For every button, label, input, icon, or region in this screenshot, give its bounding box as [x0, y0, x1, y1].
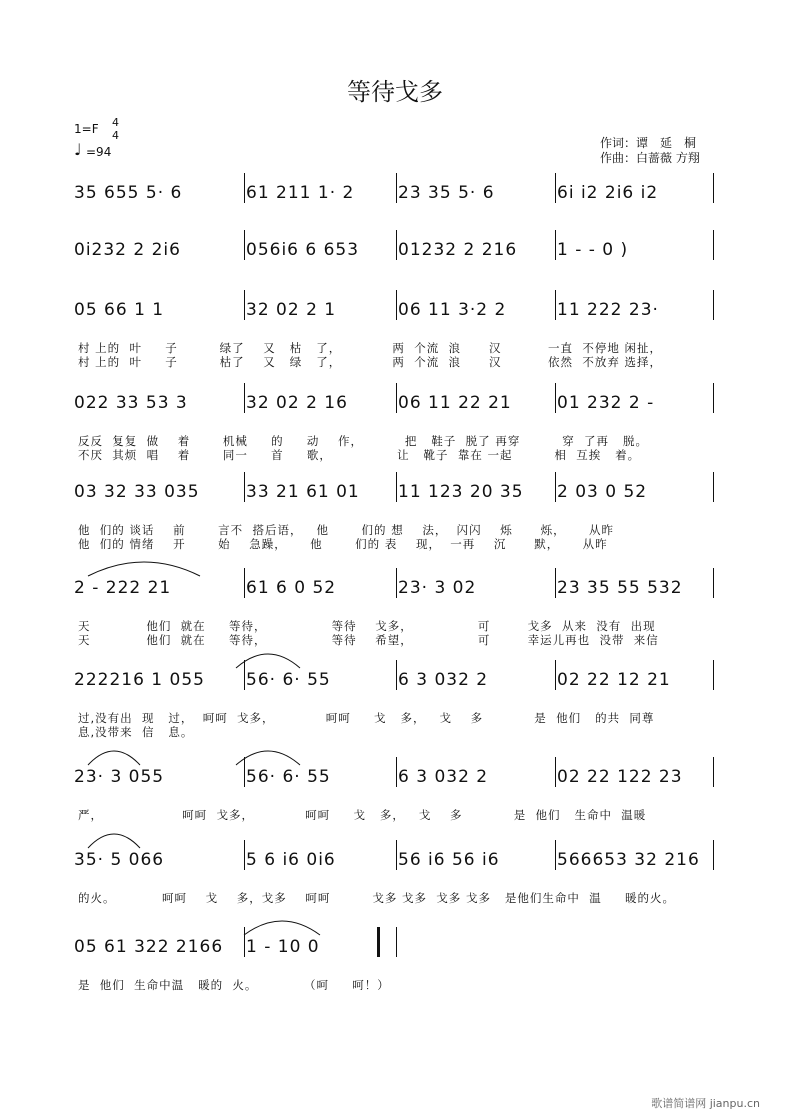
bar-line	[555, 173, 556, 203]
lyric-line: 是 他们 生命中温 暖的 火。 （呵 呵！）	[78, 978, 390, 992]
note-row	[0, 578, 790, 608]
measure: 61 6 0 52	[246, 578, 337, 598]
lyric-line: 过,没有出 现 过， 呵呵 戈多， 呵呵 戈 多， 戈 多 是 他们 的共 同尊	[78, 711, 655, 725]
note-row	[0, 393, 790, 423]
bar-line	[396, 173, 397, 203]
slur-arc	[244, 921, 320, 935]
lyric-line: 他 们的 谈话 前 言不 搭后语， 他 们的 想 法， 闪闪 烁 烁， 从昨	[78, 523, 614, 537]
composer: 作曲：白蔷薇 方翔	[600, 151, 700, 165]
note-row	[0, 183, 790, 213]
measure: 32 02 2 16	[246, 393, 348, 413]
measure: 022 33 53 3	[74, 393, 188, 413]
note-row	[0, 300, 790, 330]
measure: 06 11 3·2 2	[398, 300, 507, 320]
measure: 23 35 5· 6	[398, 183, 495, 203]
bar-line	[713, 383, 714, 413]
key-signature: 1=F	[74, 122, 99, 136]
slur-arc	[236, 751, 300, 765]
lyric-line: 不厌 其烦 唱 着 同一 首 歌， 让 靴子 靠在 一起 相 互挨 着。	[78, 448, 641, 462]
measure: 0i232 2 2i6	[74, 240, 181, 260]
measure: 6 3 032 2	[398, 767, 489, 787]
bar-line	[244, 230, 245, 260]
bar-line	[555, 230, 556, 260]
slur-arc	[88, 562, 200, 576]
measure: 2 - 222 21	[74, 578, 172, 598]
credits	[600, 136, 700, 166]
note-row	[0, 482, 790, 512]
watermark: 歌谱简谱网 jianpu.cn	[651, 1097, 760, 1110]
lyric-line: 反反 复复 做 着 机械 的 动 作， 把 鞋子 脱了 再穿 穿 了再 脱。	[78, 434, 649, 448]
note-row	[0, 850, 790, 880]
measure: 05 61 322 2166	[74, 937, 224, 957]
bar-line	[555, 472, 556, 502]
measure: 056i6 6 653	[246, 240, 360, 260]
note-row	[0, 670, 790, 700]
bar-line	[396, 383, 397, 413]
bar-line	[713, 472, 714, 502]
measure: 02 22 122 23	[557, 767, 683, 787]
lyric-line: 天 他们 就在 等待， 等待 希望， 可 幸运儿再也 没带 来信	[78, 633, 659, 647]
measure: 56 i6 56 i6	[398, 850, 500, 870]
measure: 33 21 61 01	[246, 482, 360, 502]
bar-line	[396, 472, 397, 502]
measure: 1 - - 0 )	[557, 240, 629, 260]
measure: 566653 32 216	[557, 850, 700, 870]
measure: 6i i2 2i6 i2	[557, 183, 659, 203]
bar-line	[555, 290, 556, 320]
measure: 56· 6· 55	[246, 767, 331, 787]
lyric-line: 严， 呵呵 戈多， 呵呵 戈 多， 戈 多 是 他们 生命中 温暖	[78, 808, 647, 822]
measure: 01 232 2 -	[557, 393, 655, 413]
measure: 02 22 12 21	[557, 670, 671, 690]
quarter-note-icon: ♩	[74, 140, 82, 159]
measure: 23· 3 02	[398, 578, 477, 598]
bar-line	[396, 290, 397, 320]
bar-line	[244, 383, 245, 413]
time-signature-bottom: 4	[112, 129, 119, 142]
measure: 56· 6· 55	[246, 670, 331, 690]
tempo-marking: =94	[86, 145, 112, 159]
bar-line	[244, 173, 245, 203]
bar-line	[396, 230, 397, 260]
measure: 6 3 032 2	[398, 670, 489, 690]
slur-arc	[88, 834, 140, 848]
measure: 32 02 2 1	[246, 300, 337, 320]
measure: 01232 2 216	[398, 240, 518, 260]
slur-arc	[236, 654, 300, 668]
measure: 23 35 55 532	[557, 578, 683, 598]
bar-line	[713, 173, 714, 203]
slur-group	[0, 630, 790, 670]
slur-group	[0, 810, 790, 850]
measure: 5 6 i6 0i6	[246, 850, 336, 870]
lyric-line: 的火。 呵呵 戈 多，戈多 呵呵 戈多 戈多 戈多 戈多 是他们生命中 温 暖的火。	[78, 891, 675, 905]
lyric-line: 他 们的 情绪 开 始 急躁， 他 们的 表 现， 一再 沉 默， 从昨	[78, 537, 608, 551]
bar-line	[713, 290, 714, 320]
measure: 06 11 22 21	[398, 393, 512, 413]
note-row	[0, 937, 790, 967]
measure: 03 32 33 035	[74, 482, 200, 502]
lyric-line: 村 上的 叶 子 枯了 又 绿 了， 两 个流 浪 汉 依然 不放弃 选择，	[78, 355, 662, 369]
lyric-line: 天 他们 就在 等待， 等待 戈多， 可 戈多 从来 没有 出现	[78, 619, 656, 633]
measure: 11 123 20 35	[398, 482, 524, 502]
slur-group	[0, 897, 790, 937]
time-signature-top: 4	[112, 116, 119, 129]
slur-group	[0, 538, 790, 578]
measure: 61 211 1· 2	[246, 183, 355, 203]
note-row	[0, 767, 790, 797]
slur-group	[0, 727, 790, 767]
lyricist: 作词：谭 延 桐	[600, 136, 697, 150]
bar-line	[244, 290, 245, 320]
measure: 2 03 0 52	[557, 482, 648, 502]
slur-arc	[88, 751, 140, 765]
measure: 05 66 1 1	[74, 300, 165, 320]
bar-line	[555, 383, 556, 413]
measure: 11 222 23·	[557, 300, 659, 320]
measure: 35 655 5· 6	[74, 183, 183, 203]
measure: 35· 5 066	[74, 850, 165, 870]
bar-line	[713, 230, 714, 260]
page-title: 等待戈多	[347, 78, 443, 106]
note-row	[0, 240, 790, 270]
measure: 222216 1 055	[74, 670, 205, 690]
lyric-line: 村 上的 叶 子 绿了 又 枯 了， 两 个流 浪 汉 一直 不停地 闲扯，	[78, 341, 662, 355]
bar-line	[244, 472, 245, 502]
lyric-line: 息,没带来 信 息。	[78, 725, 194, 739]
measure: 23· 3 055	[74, 767, 165, 787]
measure: 1 - 10 0	[246, 937, 320, 957]
